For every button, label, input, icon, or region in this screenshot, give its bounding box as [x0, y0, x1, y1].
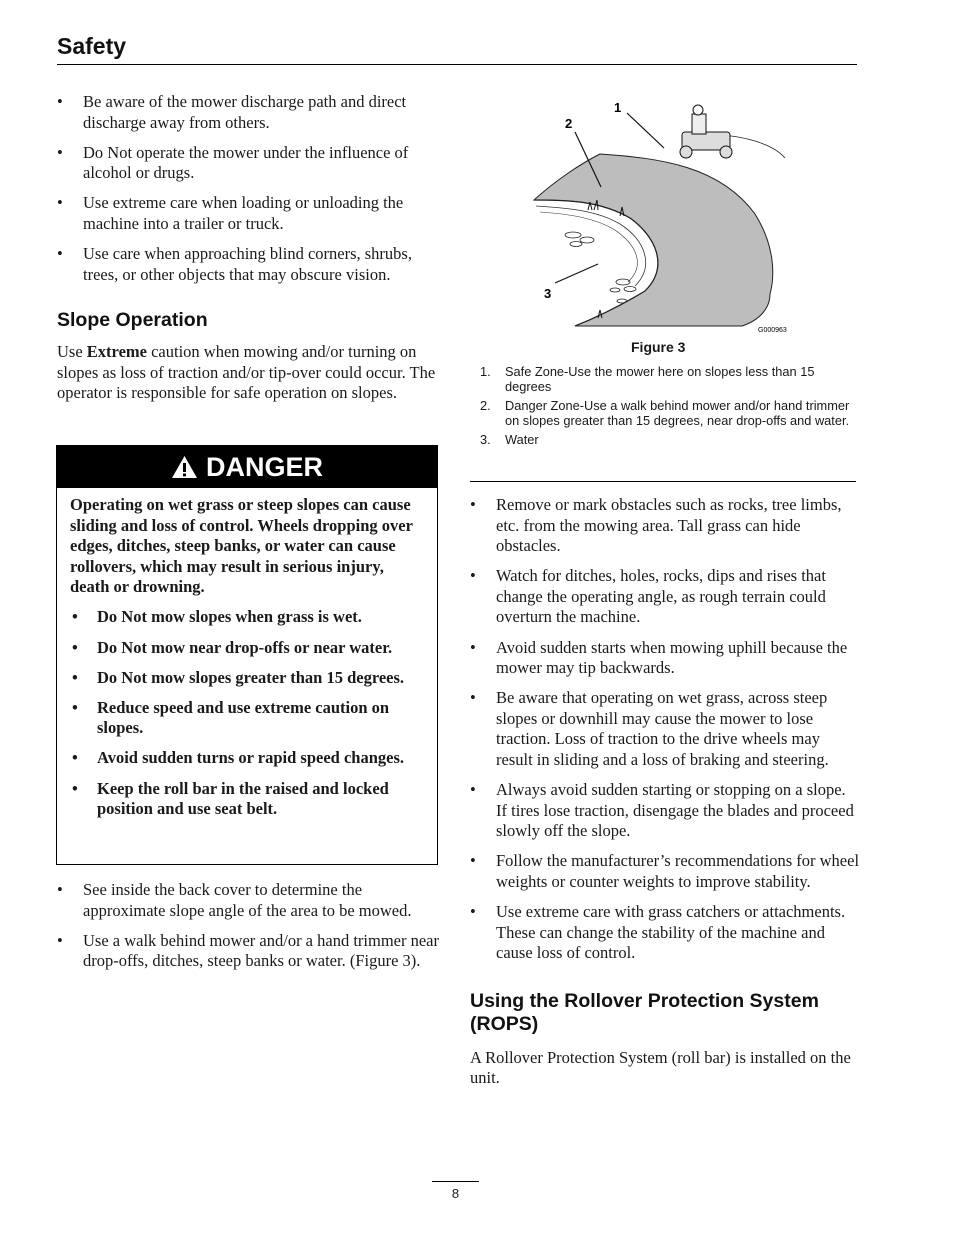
list-item: • Do Not mow slopes when grass is wet. — [72, 607, 362, 627]
legend-rule — [470, 481, 856, 482]
list-item: • Reduce speed and use extreme caution on slopes. — [72, 697, 390, 738]
callout-2: 2 — [565, 116, 573, 131]
list-item: • Always avoid sudden starting or stopping on a slope. If tires lose traction, disengage the blades and proceed slowly off the slope. — [470, 780, 854, 841]
list-item: • Follow the manufacturer’s recommendations for wheel weights or counter weights to improve stability. — [470, 851, 860, 891]
right-column — [470, 495, 860, 1089]
page-header-title: Safety — [57, 33, 127, 59]
danger-box — [56, 445, 438, 865]
slope-operation-text: Use Extreme caution when mowing and/or turning on slopes as loss of traction and/or tip-over could occur. The operator is responsible for safe operation on slopes. — [57, 342, 436, 403]
legend-item: 1. Safe Zone-Use the mower here on slopes less than 15 degrees — [480, 364, 815, 395]
footer-rule — [432, 1181, 479, 1182]
legend-item: 3. Water — [480, 431, 539, 447]
right-bullet-list — [470, 495, 860, 964]
figure-code: G000963 — [758, 327, 787, 334]
callout-1: 1 — [614, 100, 622, 115]
list-item: • Use a walk behind mower and/or a hand trimmer near drop-offs, ditches, steep banks or water. (Figure 3). — [57, 930, 439, 971]
list-item: • Do Not mow near drop-offs or near water. — [72, 637, 393, 657]
left-column-bottom — [57, 880, 445, 981]
list-item: • Remove or mark obstacles such as rocks, tree limbs, etc. from the mowing area. Tall grass can hide obstacles. — [470, 495, 842, 556]
figure-legend — [480, 364, 860, 450]
warning-triangle-icon — [171, 455, 198, 479]
list-item: • Be aware that operating on wet grass, across steep slopes or downhill may cause the mower to lose traction. Loss of traction to the drive wheels may result in sliding and a loss of braking and steering. — [470, 688, 829, 770]
list-item: • Use extreme care when loading or unloading the machine into a trailer or truck. — [57, 193, 404, 233]
list-item: • Watch for ditches, holes, rocks, dips and rises that change the operating angle, as rough terrain could overturn the machine. — [470, 566, 826, 627]
left-bullet-list-2 — [57, 880, 445, 972]
danger-header — [57, 446, 437, 488]
figure-caption: Figure 3 — [631, 339, 686, 355]
list-item: • Avoid sudden turns or rapid speed changes. — [72, 748, 404, 768]
danger-warning-text: Operating on wet grass or steep slopes can cause sliding and loss of control. Wheels dropping over edges, ditches, steep banks, or water can cause rollovers, which may result in serious injury, death or drowning. — [70, 495, 413, 597]
slope-zones-figure — [470, 96, 860, 338]
list-item: • Keep the roll bar in the raised and locked position and use seat belt. — [72, 778, 389, 819]
list-item: • See inside the back cover to determine the approximate slope angle of the area to be mowed. — [57, 880, 412, 920]
list-item: • Be aware of the mower discharge path and direct discharge away from others. — [57, 92, 407, 132]
left-bullet-list — [57, 92, 445, 285]
riding-mower-icon — [680, 105, 732, 158]
callout-3: 3 — [544, 286, 552, 301]
header-rule — [57, 64, 857, 65]
left-column — [57, 92, 445, 404]
danger-list — [70, 607, 423, 819]
list-item: • Use care when approaching blind corners, shrubs, trees, or other objects that may obscure vision. — [57, 244, 412, 284]
slope-operation-heading: Slope Operation — [57, 309, 208, 332]
rops-text: A Rollover Protection System (roll bar) is installed on the unit. — [470, 1047, 851, 1088]
list-item: • Do Not operate the mower under the influence of alcohol or drugs. — [57, 142, 409, 183]
list-item: • Do Not mow slopes greater than 15 degrees. — [72, 667, 405, 687]
list-item: • Avoid sudden starts when mowing uphill because the mower may tip backwards. — [470, 637, 848, 678]
danger-body — [57, 488, 437, 820]
page-number: 8 — [451, 1186, 460, 1201]
legend-item: 2. Danger Zone-Use a walk behind mower and/or hand trimmer on slopes greater than 15 degrees, near drop-offs and water. — [480, 397, 850, 429]
danger-label: DANGER — [205, 451, 323, 482]
rops-heading: Using the Rollover Protection System (ROPS) — [470, 989, 819, 1035]
list-item: • Use extreme care with grass catchers or attachments. These can change the stability of the machine and cause loss of control. — [470, 902, 846, 963]
